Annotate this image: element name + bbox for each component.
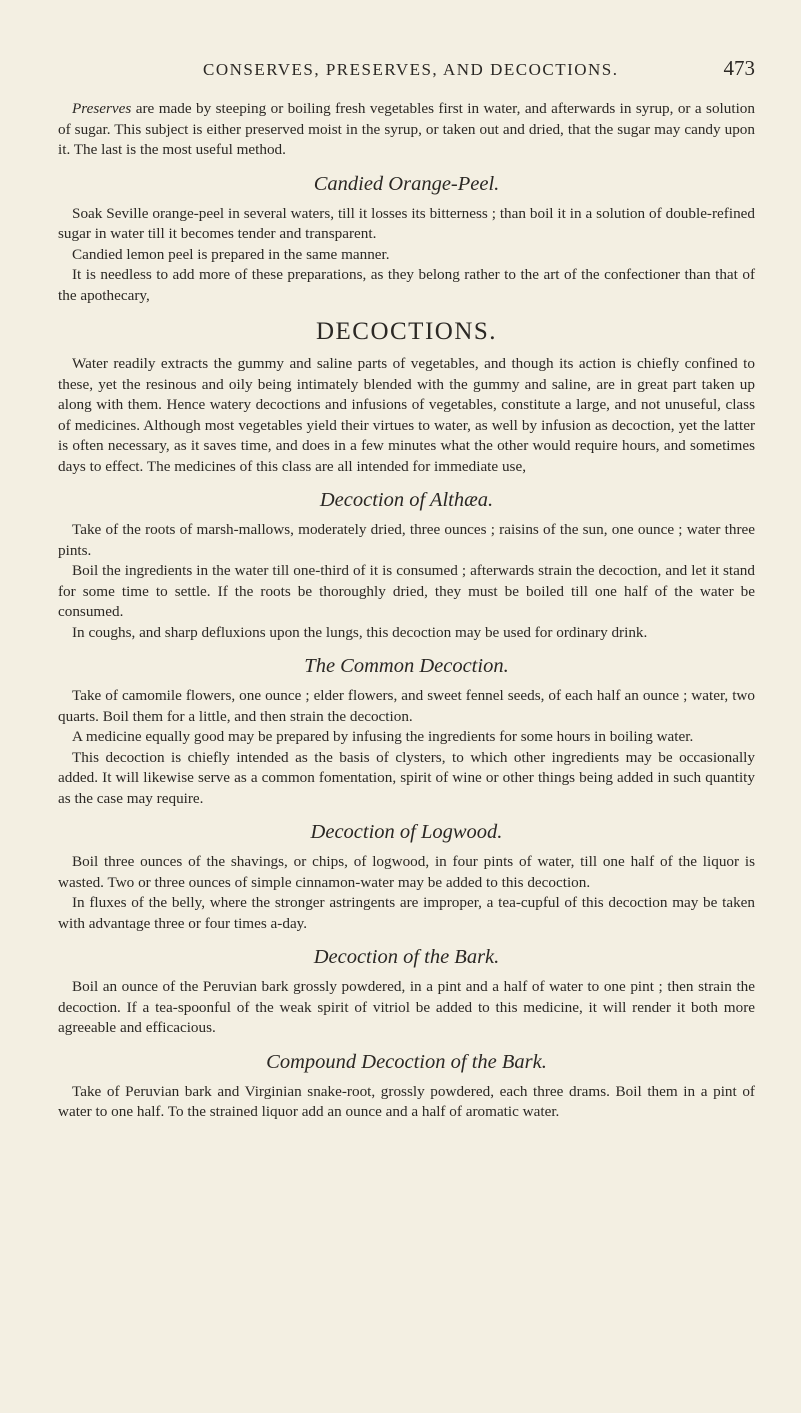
- candied-paragraph-3: It is needless to add more of these preparations, as they belong rather to the art of the confectioner than that of the apothecary,: [58, 266, 755, 304]
- bark-paragraph: Boil an ounce of the Peruvian bark grossly powdered, in a pint and a half of water to one pint ; then strain the decoction. If a tea-spoonful of the weak spirit of vitriol be added to this medicine, it will render it both more agreeable and efficacious.: [58, 978, 755, 1036]
- althaea-heading: Decoction of Althæa.: [319, 489, 494, 511]
- compound-bark-paragraph: Take of Peruvian bark and Virginian snake-root, grossly powdered, each three drams. Boil them in a pint of water to one half. To the strained liquor add an ounce and a half of aromatic water.: [58, 1082, 755, 1120]
- candied-orange-peel-heading: Candied Orange-Peel.: [313, 172, 500, 195]
- intro-paragraph: [58, 99, 755, 161]
- althaea-paragraph-1: Take of the roots of marsh-mallows, moderately dried, three ounces ; raisins of the sun, one ounce ; water three pints.: [58, 521, 755, 559]
- page-number: 473: [723, 56, 755, 80]
- intro-text: are made by steeping or boiling fresh vegetables first in water, and afterwards in syrup, or a solution of sugar. This subject is either preserved moist in the syrup, or taken out and dried, that the sugar may candy upon it. The last is the most useful method.: [58, 100, 755, 158]
- decoctions-paragraph: Water readily extracts the gummy and saline parts of vegetables, and though its action is chiefly confined to these, yet the resinous and oily being intimately blended with the gummy and saline, are in great part taken up along with them. Hence watery decoctions and infusions of vegetables, constitute a large, and not unuseful, class of medicines. Although most vegetables yield their virtues to water, as well by infusion as decoction, yet the latter is often necessary, as it saves time, and does in a few minutes what the other would require hours, and sometimes days to effect. The medicines of this class are all intended for immediate use,: [58, 355, 755, 475]
- logwood-heading: Decoction of Logwood.: [310, 821, 503, 843]
- running-head: [58, 56, 755, 81]
- common-paragraph-3: This decoction is chiefly intended as the basis of clysters, to which other ingredients may be occasionally added. It will likewise serve as a common fomentation, spirit of wine or other things being added in such quantity as the case may require.: [58, 748, 755, 807]
- compound-bark-heading: Compound Decoction of the Bark.: [266, 1050, 547, 1073]
- common-decoction-heading: The Common Decoction.: [304, 655, 509, 677]
- althaea-paragraph-3: In coughs, and sharp defluxions upon the lungs, this decoction may be used for ordinary drink.: [72, 623, 648, 641]
- common-paragraph-1: Take of camomile flowers, one ounce ; elder flowers, and sweet fennel seeds, of each half an ounce ; water, two quarts. Boil them for a little, and then strain the decoction.: [58, 687, 755, 725]
- logwood-paragraph-1: Boil three ounces of the shavings, or chips, of logwood, in four pints of water, till one half of the liquor is wasted. Two or three ounces of simple cinnamon-water may be added to this decoction.: [58, 853, 755, 891]
- candied-paragraph-2: Candied lemon peel is prepared in the same manner.: [72, 245, 390, 263]
- candied-paragraph-1: Soak Seville orange-peel in several waters, till it losses its bitterness ; than boil it in a solution of double-refined sugar in water till it becomes tender and transparent.: [58, 204, 755, 242]
- intro-lead-word: Preserves: [72, 100, 132, 117]
- althaea-paragraph-2: Boil the ingredients in the water till one-third of it is consumed ; afterwards strain the decoction, and let it stand for some time to settle. If the roots be thoroughly dried, they must be boiled till one half of the water be consumed.: [58, 562, 755, 620]
- running-title: CONSERVES, PRESERVES, AND DECOCTIONS.: [203, 60, 619, 79]
- bark-heading: Decoction of the Bark.: [313, 946, 500, 968]
- common-paragraph-2: A medicine equally good may be prepared by infusing the ingredients for some hours in boiling water.: [72, 728, 694, 745]
- decoctions-heading: DECOCTIONS.: [315, 318, 498, 345]
- logwood-paragraph-2: In fluxes of the belly, where the stronger astringents are improper, a tea-cupful of this decoction may be taken with advantage three or four times a-day.: [58, 894, 755, 932]
